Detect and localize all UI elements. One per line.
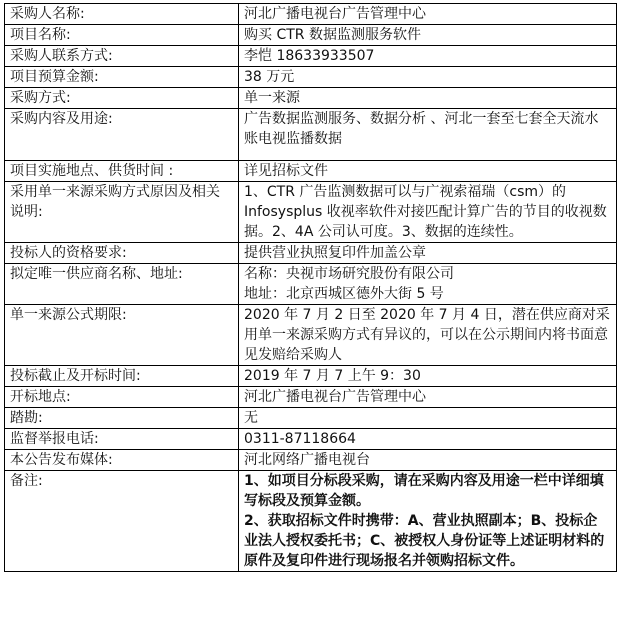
- row-value: 无: [239, 408, 617, 429]
- row-value: 提供营业执照复印件加盖公章: [239, 243, 617, 264]
- table-row: [5, 109, 617, 161]
- row-label: 采购人联系方式:: [5, 46, 239, 67]
- supplier-address: 地址：北京西城区德外大街 5 号: [244, 286, 444, 302]
- table-row: [5, 4, 617, 25]
- row-value: [239, 264, 617, 305]
- table-row: [5, 408, 617, 429]
- table-row: [5, 366, 617, 387]
- table-row: [5, 88, 617, 109]
- row-label: 采购人名称:: [5, 4, 239, 25]
- row-value: 李恺 18633933507: [239, 46, 617, 67]
- row-value: 0311-87118664: [239, 429, 617, 450]
- row-label: 开标地点:: [5, 387, 239, 408]
- table-row: [5, 450, 617, 471]
- row-label: 单一来源公式期限:: [5, 305, 239, 366]
- announcement-table: [4, 3, 617, 572]
- table-row: [5, 25, 617, 46]
- remark-1: 1、如项目分标段采购，请在采购内容及用途一栏中详细填写标段及预算金额。: [244, 473, 604, 509]
- table-row: [5, 305, 617, 366]
- row-value: 1、CTR 广告监测数据可以与广视索福瑞（csm）的 Infosysplus 收视率软件对接匹配计算广告的节目的收视数据。2、4A 公司认可度。3、数据的连续性。: [239, 182, 617, 243]
- table-row: [5, 387, 617, 408]
- remarks-cell: [239, 471, 617, 572]
- row-label: 拟定唯一供应商名称、地址:: [5, 264, 239, 305]
- table-row: [5, 182, 617, 243]
- row-label: 采用单一来源采购方式原因及相关说明:: [5, 182, 239, 243]
- row-label: 项目预算金额:: [5, 67, 239, 88]
- row-value: 2019 年 7 月 7 上午 9：30: [239, 366, 617, 387]
- table-row: [5, 161, 617, 182]
- row-value: 河北广播电视台广告管理中心: [239, 387, 617, 408]
- row-value: 河北广播电视台广告管理中心: [239, 4, 617, 25]
- remark-2: 2、获取招标文件时携带：A、营业执照副本；B、投标企业法人授权委托书；C、被授权人身份证等上述证明材料的原件及复印件进行现场报名并领购招标文件。: [244, 513, 605, 569]
- row-label: 采购方式:: [5, 88, 239, 109]
- row-label: 采购内容及用途:: [5, 109, 239, 161]
- row-label: 本公告发布媒体:: [5, 450, 239, 471]
- row-label: 投标人的资格要求:: [5, 243, 239, 264]
- row-label: 备注:: [5, 471, 239, 572]
- row-value: 2020 年 7 月 2 日至 2020 年 7 月 4 日，潜在供应商对采用单一来源采购方式有异议的，可以在公示期间内将书面意见发赔给采购人: [239, 305, 617, 366]
- row-value: 详见招标文件: [239, 161, 617, 182]
- row-value: 河北网络广播电视台: [239, 450, 617, 471]
- supplier-name: 名称：央视市场研究股份有限公司: [244, 266, 454, 282]
- row-label: 踏勘:: [5, 408, 239, 429]
- row-value: 广告数据监测服务、数据分析 、河北一套至七套全天流水账电视监播数据: [239, 109, 617, 161]
- row-value: 购买 CTR 数据监测服务软件: [239, 25, 617, 46]
- table-row: [5, 264, 617, 305]
- table-row: [5, 243, 617, 264]
- table-row: [5, 471, 617, 572]
- row-label: 监督举报电话:: [5, 429, 239, 450]
- table-row: [5, 46, 617, 67]
- row-label: 项目实施地点、供货时间 :: [5, 161, 239, 182]
- row-value: 38 万元: [239, 67, 617, 88]
- row-value: 单一来源: [239, 88, 617, 109]
- table-row: [5, 67, 617, 88]
- row-label: 投标截止及开标时间:: [5, 366, 239, 387]
- row-label: 项目名称:: [5, 25, 239, 46]
- table-row: [5, 429, 617, 450]
